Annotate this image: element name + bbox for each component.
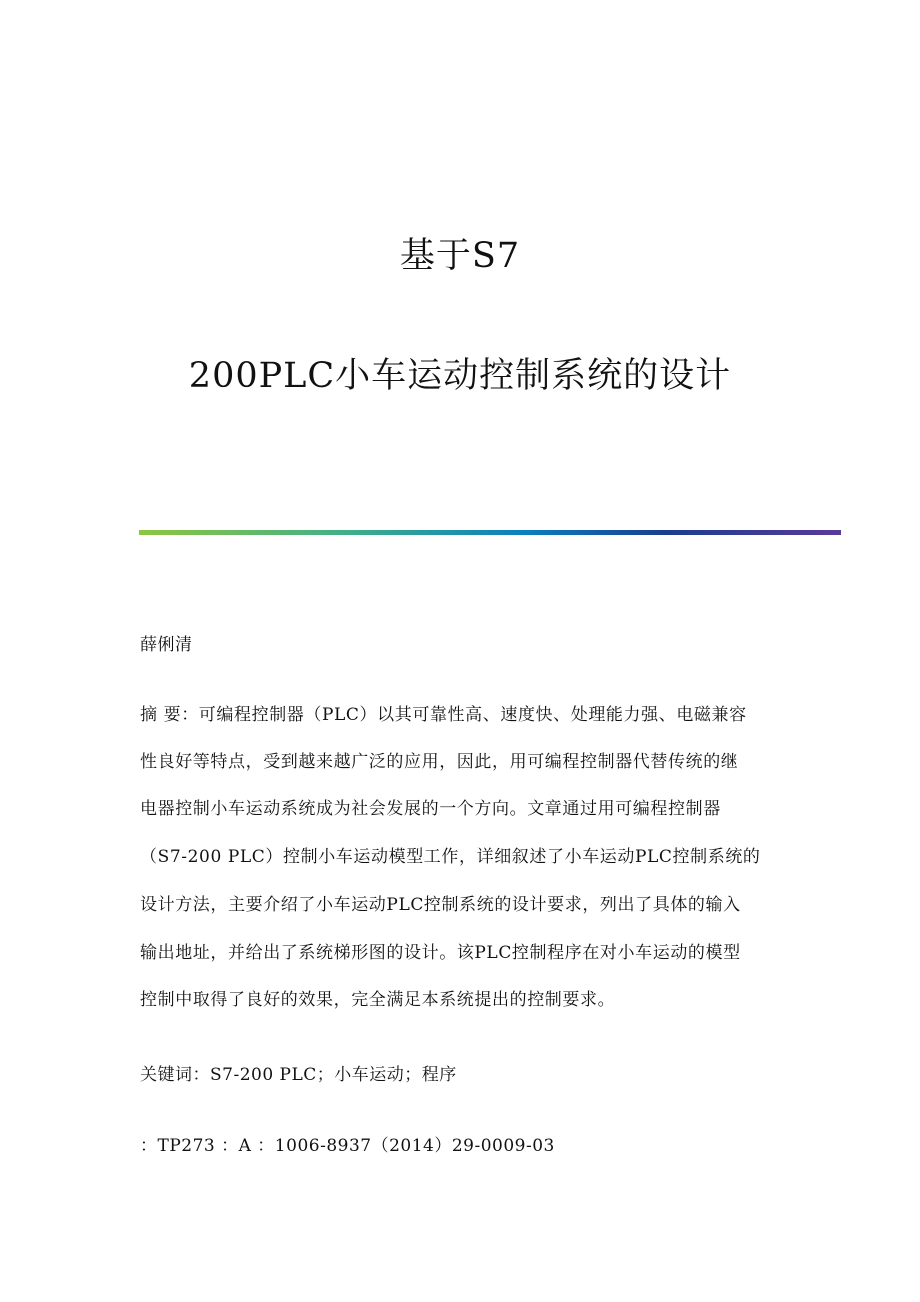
- abstract-line: （S7-200 PLC）控制小车运动模型工作，详细叙述了小车运动PLC控制系统的: [140, 847, 761, 867]
- abstract-line: 电器控制小车运动系统成为社会发展的一个方向。文章通过用可编程控制器: [140, 799, 721, 819]
- abstract-line: 性良好等特点，受到越来越广泛的应用，因此，用可编程控制器代替传统的继: [140, 752, 739, 772]
- title-line-1: 基于S7: [399, 236, 521, 276]
- title-line-2: 200PLC小车运动控制系统的设计: [188, 356, 732, 396]
- abstract-line: 控制中取得了良好的效果，完全满足本系统提出的控制要求。: [140, 990, 616, 1010]
- gradient-divider: [139, 530, 841, 535]
- abstract-line: 设计方法，主要介绍了小车运动PLC控制系统的设计要求，列出了具体的输入: [140, 895, 741, 915]
- author-name: 薛俐清: [140, 635, 193, 655]
- abstract-line: 输出地址，并给出了系统梯形图的设计。该PLC控制程序在对小车运动的模型: [140, 943, 741, 963]
- classification-info: ：TP273 ：A ：1006-8937（2014）29-0009-03: [140, 1136, 555, 1156]
- abstract-line: 摘 要：可编程控制器（PLC）以其可靠性高、速度快、处理能力强、电磁兼容: [140, 705, 747, 725]
- keywords: 关键词：S7-200 PLC；小车运动；程序: [140, 1065, 457, 1085]
